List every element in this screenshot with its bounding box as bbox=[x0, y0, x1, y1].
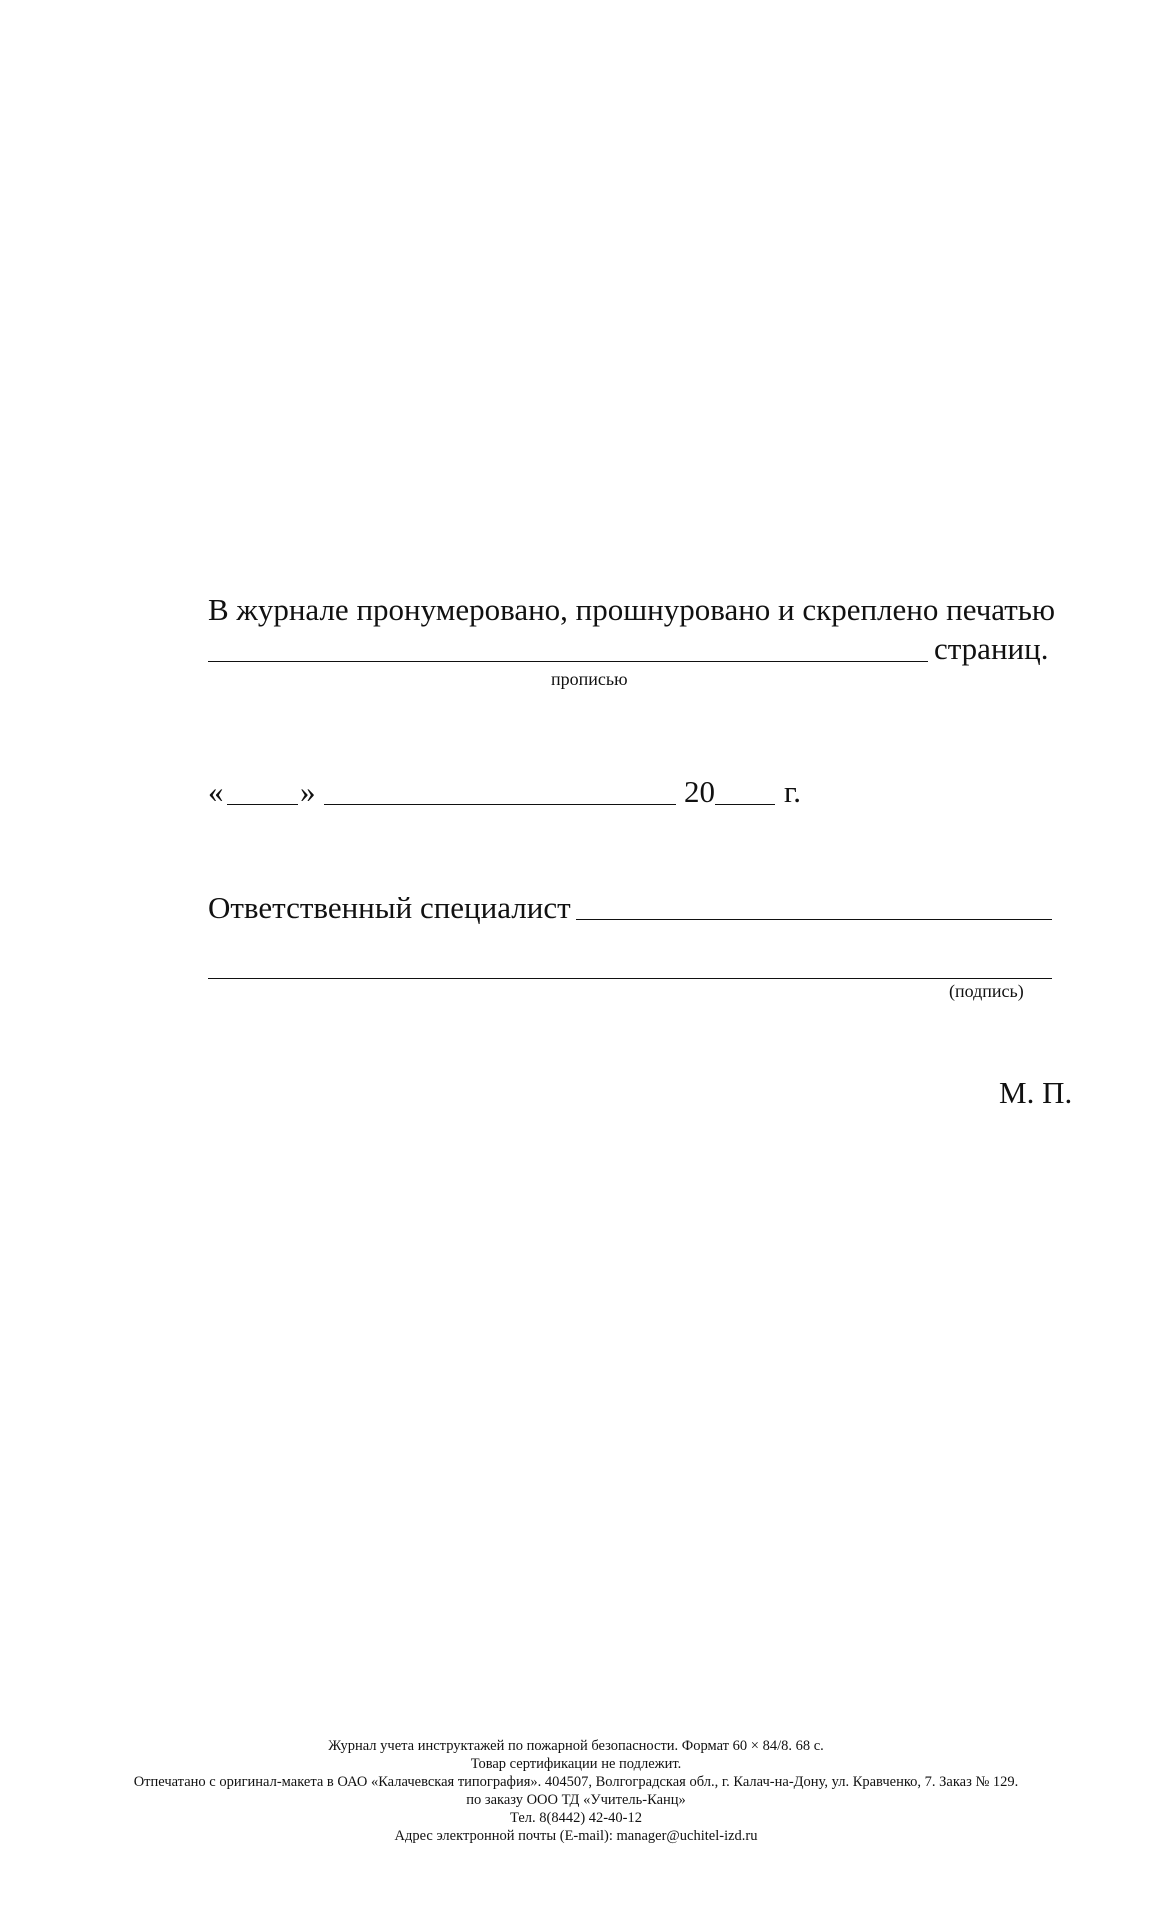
day-blank-line bbox=[227, 804, 298, 805]
pages-caption: прописью bbox=[551, 669, 628, 689]
certification-statement: В журнале пронумеровано, прошнуровано и скреплено печатью bbox=[208, 592, 1056, 627]
signature-caption: (подпись) bbox=[949, 981, 1024, 1001]
date-close-quote: » bbox=[300, 774, 316, 809]
footer-email-line: Адрес электронной почты (E-mail): manager@uchitel-izd.ru bbox=[394, 1828, 758, 1844]
responsible-label: Ответственный специалист bbox=[208, 890, 571, 925]
date-open-quote: « bbox=[208, 774, 224, 809]
year-blank-line bbox=[715, 804, 775, 805]
footer-line: по заказу ООО ТД «Учитель-Канц» bbox=[466, 1792, 686, 1808]
signature-blank-line bbox=[208, 978, 1052, 979]
imprint-footer bbox=[0, 1737, 1152, 1845]
pages-suffix: страниц. bbox=[934, 631, 1049, 666]
month-blank-line bbox=[324, 804, 676, 805]
footer-line: Тел. 8(8442) 42-40-12 bbox=[510, 1810, 642, 1826]
footer-line: Отпечатано с оригинал-макета в ОАО «Калачевская типография». 404507, Волгоградская обл., г. Калач-на-Дону, ул. Кравченко, 7. Заказ № 129. bbox=[133, 1774, 1019, 1790]
stamp-placeholder: М. П. bbox=[999, 1075, 1073, 1110]
year-prefix: 20 bbox=[684, 774, 715, 809]
pages-count-blank-line bbox=[208, 661, 928, 662]
year-suffix: г. bbox=[784, 774, 801, 809]
footer-line: Журнал учета инструктажей по пожарной безопасности. Формат 60 × 84/8. 68 с. bbox=[328, 1738, 824, 1754]
footer-line: Товар сертификации не подлежит. bbox=[470, 1756, 682, 1772]
responsible-name-blank-line bbox=[576, 919, 1052, 920]
